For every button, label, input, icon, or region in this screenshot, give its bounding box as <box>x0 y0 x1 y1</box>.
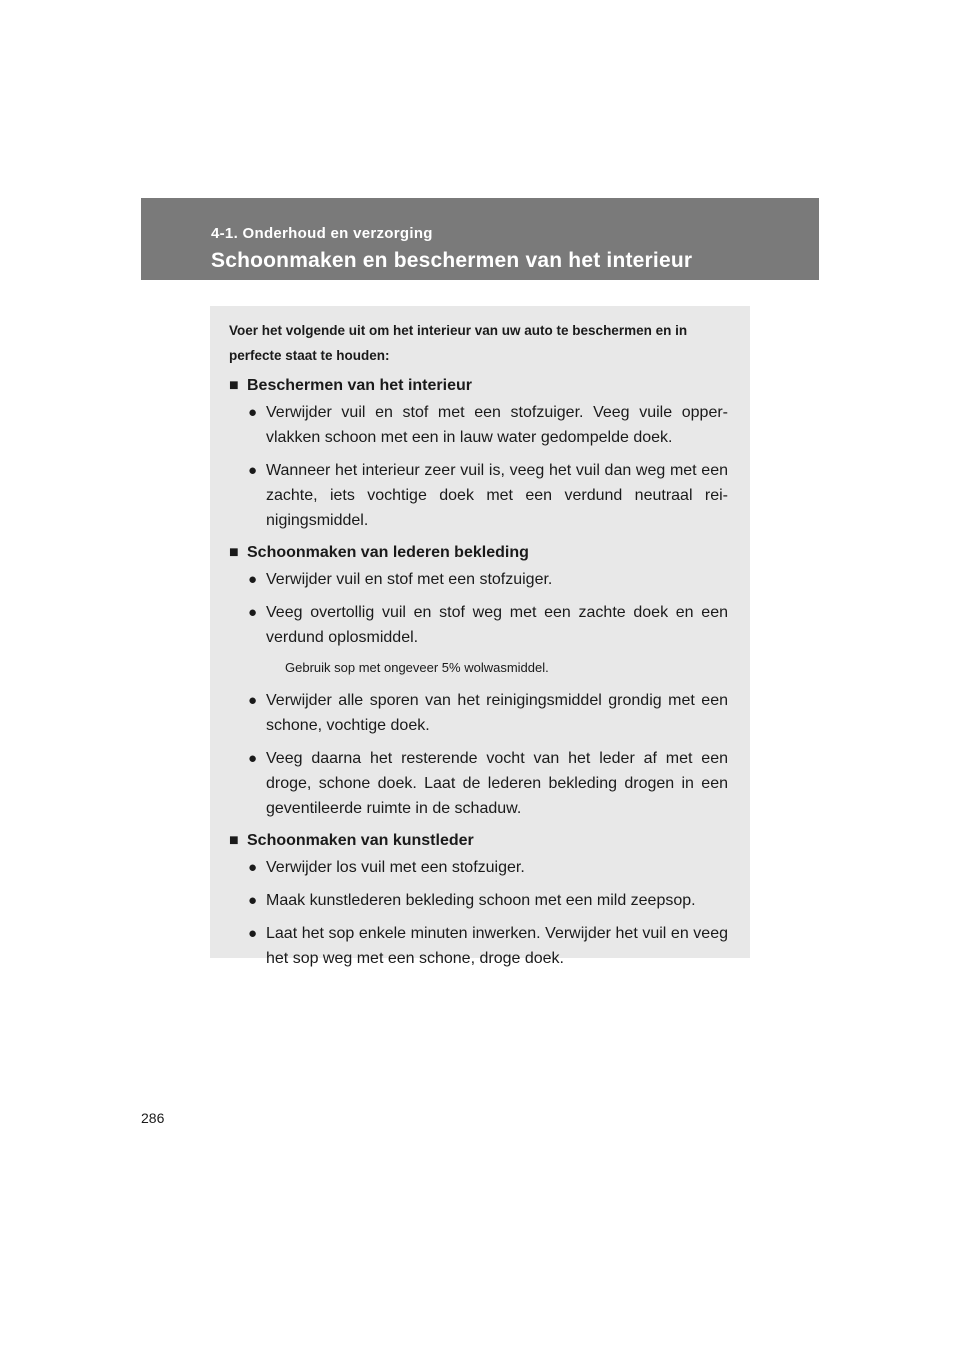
heading-label: Beschermen van het interieur <box>247 377 472 394</box>
list-item <box>248 400 728 450</box>
list-item-text: Veeg daarna het resterende vocht van het leder af met een droge, schone doek. Laat de lederen bekleding drogen in een geventileerde ruimte in de schaduw. <box>266 750 728 817</box>
note-text: Gebruik sop met ongeveer 5% wolwasmiddel. <box>285 660 549 675</box>
bullet-icon: ● <box>248 604 258 621</box>
list-item <box>248 600 728 650</box>
list-item-text: Laat het sop enkele minuten inwerken. Verwijder het vuil en veeg het sop weg met een schone, droge doek. <box>266 925 728 967</box>
list-item <box>248 688 728 738</box>
page-number: 286 <box>141 1110 165 1126</box>
list-item <box>248 746 728 821</box>
section-heading <box>229 829 728 853</box>
content-box <box>210 306 750 967</box>
bullet-icon: ● <box>248 925 258 942</box>
bullet-icon: ● <box>248 404 258 421</box>
heading-label: Schoonmaken van lederen bekleding <box>247 544 529 561</box>
square-bullet-icon: ■ <box>229 544 239 561</box>
page-title: Schoonmaken en beschermen van het interieur <box>211 249 693 272</box>
intro-text: Voer het volgende uit om het interieur van uw auto te beschermen en in perfecte staat te houden: <box>229 323 688 363</box>
list-item <box>248 855 728 880</box>
section-heading <box>229 374 728 398</box>
list-item <box>248 888 728 913</box>
list-item <box>248 921 728 971</box>
page-header <box>141 198 819 280</box>
list-item-text: Wanneer het interieur zeer vuil is, veeg het vuil dan weg met een zachte, iets vochtige doek met een verdund neutraal rei-nigingsmiddel. <box>266 462 728 529</box>
square-bullet-icon: ■ <box>229 832 239 849</box>
bullet-icon: ● <box>248 750 258 767</box>
bullet-icon: ● <box>248 571 258 588</box>
bullet-icon: ● <box>248 462 258 479</box>
list-item <box>248 567 728 592</box>
list-item-text: Verwijder vuil en stof met een stofzuiger. Veeg vuile opper-vlakken schoon met een in lauw water gedompelde doek. <box>266 404 728 446</box>
list-item <box>248 458 728 533</box>
bullet-icon: ● <box>248 892 258 909</box>
bullet-icon: ● <box>248 692 258 709</box>
section-label: 4-1. Onderhoud en verzorging <box>211 225 433 242</box>
list-item-text: Verwijder alle sporen van het reinigingsmiddel grondig met een schone, vochtige doek. <box>266 692 728 734</box>
list-item-text: Verwijder los vuil met een stofzuiger. <box>266 859 525 876</box>
list-item-text: Veeg overtollig vuil en stof weg met een zachte doek en een verdund oplosmiddel. <box>266 604 728 646</box>
heading-label: Schoonmaken van kunstleder <box>247 832 474 849</box>
list-item-text: Maak kunstlederen bekleding schoon met een mild zeepsop. <box>266 892 696 909</box>
section-heading <box>229 541 728 565</box>
list-item-text: Verwijder vuil en stof met een stofzuiger. <box>266 571 553 588</box>
bullet-icon: ● <box>248 859 258 876</box>
square-bullet-icon: ■ <box>229 377 239 394</box>
